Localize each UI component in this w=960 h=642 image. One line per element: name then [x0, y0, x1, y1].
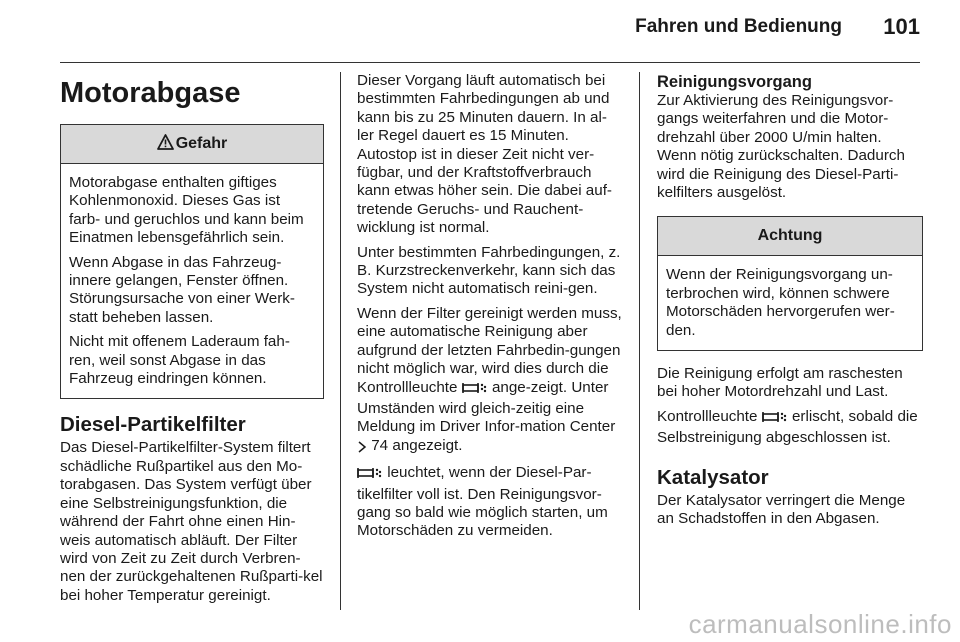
indicator-text-start: Wenn der Filter gereinigt werden muss, eine automatische Reinigung aber aufgrund der letzten Fahrbedin-gungen nicht möglich war, wird dies durch die Kontrollleuchte	[357, 304, 622, 396]
speed-paragraph: Die Reinigung erfolgt am raschesten bei hoher Motordrehzahl und Last.	[657, 365, 903, 401]
page-header	[60, 0, 920, 63]
danger-paragraph: Nicht mit offenem Laderaum fah-ren, weil sonst Abgase in das Fahrzeug eindringen können.	[69, 333, 290, 388]
danger-paragraph: Wenn Abgase in das Fahrzeug-innere gelangen, Fenster öffnen. Störungsursache von einer Werk-statt beheben lassen.	[69, 253, 295, 326]
catalyst-paragraph: Der Katalysator verringert die Menge an Schadstoffen in den Abgasen.	[657, 491, 906, 528]
column-middle	[357, 72, 623, 547]
caution-box-body	[658, 256, 922, 350]
section-title-dpf: Diesel-Partikelfilter	[60, 413, 246, 437]
column-divider	[340, 72, 341, 610]
column-left	[60, 72, 324, 611]
danger-box	[60, 124, 324, 399]
page-reference[interactable]: 74	[371, 436, 389, 454]
conditions-paragraph: Unter bestimmten Fahrbedingungen, z. B. Kurzstreckenverkehr, kann sich das System nicht automatisch reini-gen.	[357, 243, 621, 298]
caution-paragraph: Wenn der Reinigungsvorgang un-terbrochen wird, können schwere Motorschäden hervorgerufen wer-den.	[666, 266, 895, 339]
danger-box-body	[61, 164, 323, 398]
danger-box-header	[61, 125, 323, 164]
dpf-paragraph: Das Diesel-Partikelfilter-System filtert schädliche Rußpartikel aus den Mo-torabgasen. Das System verfügt über eine Selbstreinigungsfunktion, die während der Fahrt ohne einen Hin-weis automatisch abläuft. Der Filter wird von Zeit zu Zeit durch Verbren-nen der zurückgehaltenen Rußparti-kel bei hoher Temperatur gereinigt.	[60, 439, 323, 604]
cleaning-paragraph: Zur Aktivierung des Reinigungsvor-gangs weiterfahren und die Motor-drehzahl über 2000 U/min halten. Wenn nötig zurückschalten. Dadurch wird die Reinigung des Diesel-Parti-kelfilters ausgelöst.	[657, 92, 905, 202]
caution-box-header: Achtung	[658, 217, 922, 256]
warning-triangle-icon	[157, 127, 174, 165]
caution-box	[657, 216, 923, 351]
lamp-off-text-end: erlischt, sobald die Selbstreinigung abgeschlossen ist.	[657, 407, 918, 447]
dpf-lamp-icon	[762, 410, 788, 429]
indicator-paragraph	[357, 305, 623, 458]
danger-paragraph: Motorabgase enthalten giftiges Kohlenmonoxid. Dieses Gas ist farb- und geruchlos und kann beim Einatmen lebensgefährlich sein.	[69, 174, 304, 247]
lamp-off-text-start: Kontrollleuchte	[657, 407, 758, 425]
indicator-text-middle: ange-zeigt. Unter Umständen wird gleich-zeitig eine Meldung im Driver Infor-mation Center	[357, 378, 616, 436]
lamp-off-paragraph	[657, 408, 923, 448]
section-title-cleaning: Reinigungsvorgang	[657, 73, 812, 91]
page-reference-arrow-icon	[357, 440, 367, 458]
process-paragraph: Dieser Vorgang läuft automatisch bei bestimmten Fahrbedingungen ab und kann bis zu 25 Minuten dauern. In al-ler Regel dauert es 15 Minuten. Autostop ist in dieser Zeit nicht ver-fügbar, und der Kraftstoffverbrauch kann etwas höher sein. Die dabei auf-tretende Geruchs- und Rauchent-wicklung ist normal.	[357, 72, 612, 237]
header-title: Fahren und Bedienung	[635, 16, 842, 37]
page-number: 101	[883, 14, 920, 39]
section-title-motorabgase: Motorabgase	[60, 77, 241, 109]
dpf-lamp-icon	[462, 381, 488, 400]
column-divider	[639, 72, 640, 610]
filter-full-paragraph	[357, 464, 623, 541]
section-title-catalyst: Katalysator	[657, 465, 769, 489]
danger-label: Gefahr	[175, 135, 228, 152]
column-right	[657, 72, 923, 535]
indicator-text-end: angezeigt.	[392, 436, 463, 454]
watermark: carmanualsonline.info	[688, 609, 952, 639]
dpf-lamp-icon	[357, 466, 383, 485]
filter-full-text: leuchtet, wenn der Diesel-Par-tikelfilter voll ist. Den Reinigungsvor-gang so bald wie möglich starten, um Motorschäden zu vermeiden.	[357, 464, 608, 540]
